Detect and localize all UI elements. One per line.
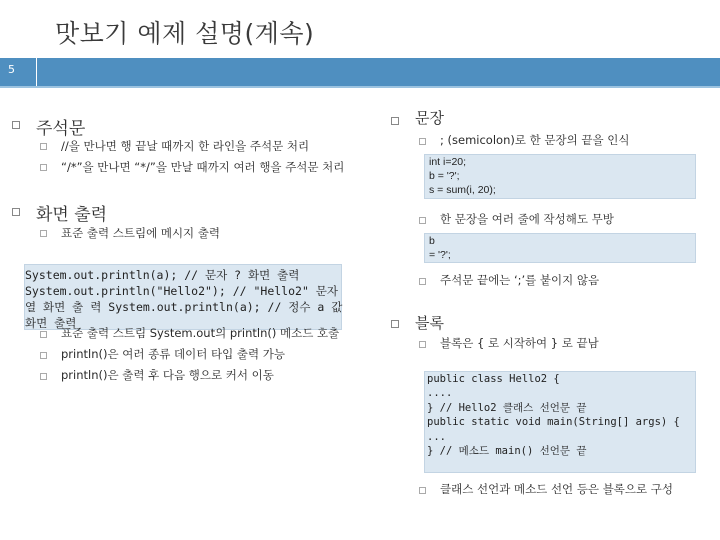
bullet-icon [391, 117, 399, 125]
code-line: b = '?'; [429, 170, 460, 183]
output-item: println()은 출력 후 다음 행으로 커서 이동 [61, 368, 274, 382]
code-line: ... [427, 430, 446, 443]
code-line: System.out.println(a); // 정수 a 값 화면 출력 [25, 299, 343, 330]
header-divider [36, 58, 720, 86]
code-line: s = sum(i, 20); [429, 184, 496, 197]
code-box-statements [424, 154, 696, 199]
code-line: public class Hello2 { [427, 373, 560, 385]
output-item: 표준 출력 스트림에 메시지 출력 [61, 226, 221, 240]
code-line: } // 메소드 main() 선언문 끝 [427, 445, 587, 458]
sub-bullet-icon [419, 217, 426, 224]
sub-bullet-icon [40, 143, 47, 150]
bullet-icon [12, 208, 20, 216]
sub-bullet-icon [40, 352, 47, 359]
sub-bullet-icon [40, 230, 47, 237]
sub-bullet-icon [40, 373, 47, 380]
code-line: .... [427, 387, 453, 400]
output-code [25, 268, 343, 331]
slide-number: 5 [8, 63, 15, 76]
code-line: System.out.println("Hello2"); // "Hello2" 문자열 화면 출 [25, 283, 339, 314]
block-item: 클래스 선언과 메소드 선언 등은 블록으로 구성 [440, 482, 674, 496]
sub-bullet-icon [40, 164, 47, 171]
header-underline [0, 86, 720, 88]
code-box-block [424, 371, 696, 473]
code-line: 력 [90, 299, 102, 314]
bullet-icon [391, 320, 399, 328]
code-line: b [429, 235, 435, 247]
output-item: 표준 출력 스트림 System.out의 println() 메소드 호출 [61, 326, 340, 340]
code-line: } // Hello2 클래스 선언문 끝 [427, 401, 587, 414]
statement-item: 한 문장을 여러 줄에 작성해도 무방 [440, 212, 614, 226]
statement-item: 주석문 끝에는 ‘;’를 붙이지 않음 [440, 273, 600, 287]
comments-item: “/*”을 만나면 “*/”을 만날 때까지 여러 행을 주석문 처리 [61, 160, 345, 174]
code-line: System.out.println(a); // 문자 ? 화면 출력 [25, 268, 300, 282]
code-box-multiline [424, 233, 696, 263]
block-heading: 블록 [415, 314, 444, 332]
sub-bullet-icon [40, 331, 47, 338]
code-line: public static void main(String[] args) { [427, 416, 680, 429]
sub-bullet-icon [419, 487, 426, 494]
code-line: = '?'; [429, 249, 451, 262]
comments-heading: 주석문 [36, 119, 86, 139]
code-line: int i=20; [429, 156, 467, 168]
block-item: 블록은 { 로 시작하여 } 로 끝남 [440, 336, 599, 350]
output-item: println()은 여러 종류 데이터 타입 출력 가능 [61, 347, 285, 361]
sub-bullet-icon [419, 278, 426, 285]
statement-item: ; (semicolon)로 한 문장의 끝을 인식 [440, 133, 630, 147]
slide-title: 맛보기 예제 설명(계속) [55, 19, 315, 48]
statement-heading: 문장 [415, 109, 444, 127]
output-heading: 화면 출력 [36, 205, 108, 225]
sub-bullet-icon [419, 138, 426, 145]
bullet-icon [12, 121, 20, 129]
sub-bullet-icon [419, 341, 426, 348]
comments-item: //을 만나면 행 끝날 때까지 한 라인을 주석문 처리 [61, 139, 310, 153]
